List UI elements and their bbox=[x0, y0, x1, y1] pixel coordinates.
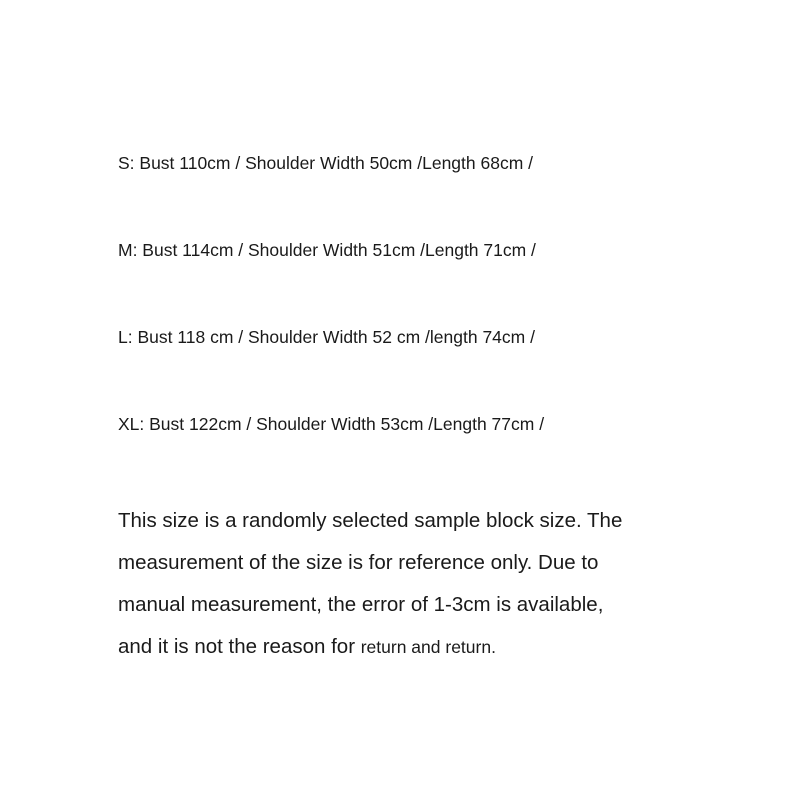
size-xl-line: XL: Bust 122cm / Shoulder Width 53cm /Length 77cm / bbox=[118, 414, 545, 434]
size-s-line: S: Bust 110cm / Shoulder Width 50cm /Length 68cm / bbox=[118, 153, 534, 173]
note-line-2: measurement of the size is for reference only. Due to bbox=[118, 551, 599, 574]
note-line-4 bbox=[118, 626, 738, 668]
note-line-1: This size is a randomly selected sample block size. The bbox=[118, 509, 623, 532]
measurement-note bbox=[118, 500, 738, 668]
note-line-4-main: and it is not the reason for bbox=[118, 635, 361, 658]
size-l-line: L: Bust 118 cm / Shoulder Width 52 cm /length 74cm / bbox=[118, 327, 535, 347]
note-line-4-small: return and return. bbox=[360, 637, 496, 657]
size-m-line: M: Bust 114cm / Shoulder Width 51cm /Length 71cm / bbox=[118, 240, 536, 260]
note-line-3: manual measurement, the error of 1-3cm is available, bbox=[118, 593, 604, 616]
